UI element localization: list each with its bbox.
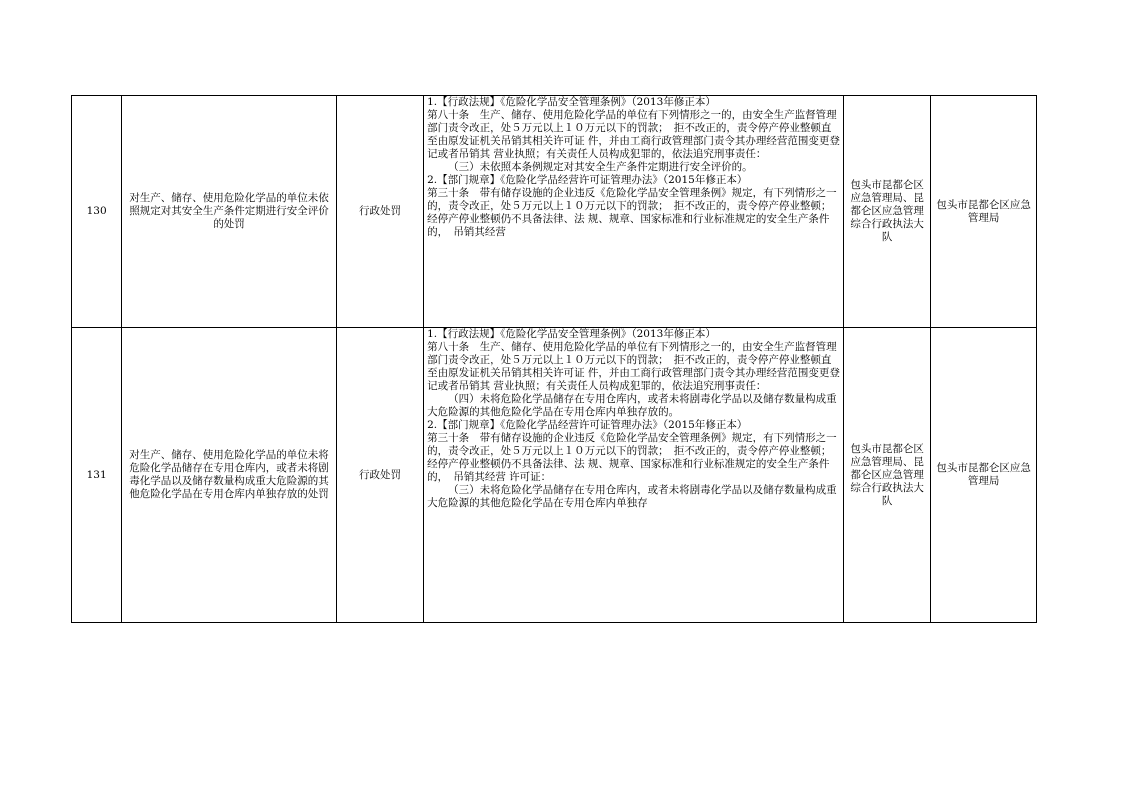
table-row [72, 96, 1037, 328]
enforcement-body: 包头市昆都仑区应急管理局、昆都仑区应急管理综合行政执法大队 [843, 96, 930, 328]
basis-line: 2.【部门规章】《危险化学品经营许可证管理办法》（2015年修正本） [427, 419, 748, 431]
legal-basis-cell [424, 328, 844, 623]
item-name: 对生产、储存、使用危险化学品的单位未依照规定对其安全生产条件定期进行安全评价的处罚 [129, 192, 329, 230]
row-number: 130 [72, 96, 122, 328]
enforcement-body: 包头市昆都仑区应急管理局、昆都仑区应急管理综合行政执法大队 [843, 328, 930, 623]
responsible-department: 包头市昆都仑区应急管理局 [931, 96, 1037, 328]
basis-line: 第三十条 带有储存设施的企业违反《危险化学品安全管理条例》规定，有下列情形之一的，责令改正，处５万元以上１０万元以下的罚款； 拒不改正的，责令停产停业整顿；经停产停业整顿仍不具备法律、法 规、规章、国家标准和行业标准规定的安全生产条件的， 吊销其经营 许可证： [427, 432, 837, 483]
legal-basis [427, 96, 840, 327]
basis-line: 第八十条 生产、储存、使用危险化学品的单位有下列情形之一的，由安全生产监督管理部门责令改正，处５万元以上１０万元以下的罚款； 拒不改正的，责令停产停业整顿直至由原发证机关吊销其相关许可证 件，并由工商行政管理部门责令其办理经营范围变更登记或者吊销其 营业执照；有关责任人员构成犯罪的，依法追究刑事责任： [427, 109, 840, 160]
basis-line: 2.【部门规章】《危险化学品经营许可证管理办法》（2015年修正本） [427, 174, 748, 186]
responsible-department: 包头市昆都仑区应急管理局 [931, 328, 1037, 623]
basis-line: 第八十条 生产、储存、使用危险化学品的单位有下列情形之一的，由安全生产监督管理部门责令改正，处５万元以上１０万元以下的罚款； 拒不改正的，责令停产停业整顿直至由原发证机关吊销其相关许可证 件，并由工商行政管理部门责令其办理经营范围变更登记或者吊销其 营业执照；有关责任人员构成犯罪的，依法追究刑事责任： [427, 341, 840, 392]
legal-basis [427, 328, 840, 622]
basis-line: （三）未将危险化学品储存在专用仓库内，或者未将剧毒化学品以及储存数量构成重大危险源的其他危险化学品在专用仓库内单独存 [427, 484, 837, 509]
basis-line: （三）未依照本条例规定对其安全生产条件定期进行安全评价的。 [448, 161, 753, 173]
legal-basis-cell [424, 96, 844, 328]
basis-line: 1.【行政法规】《危险化学品安全管理条例》（2013年修正本） [427, 328, 716, 340]
penalty-type: 行政处罚 [336, 96, 423, 328]
table-row [72, 328, 1037, 623]
basis-line: （四）未将危险化学品储存在专用仓库内，或者未将剧毒化学品以及储存数量构成重大危险源的其他危险化学品在专用仓库内单独存放的。 [427, 393, 837, 418]
item-name-cell [122, 96, 337, 328]
penalty-type: 行政处罚 [336, 328, 423, 623]
basis-line: 第三十条 带有储存设施的企业违反《危险化学品安全管理条例》规定，有下列情形之一的，责令改正，处５万元以上１０万元以下的罚款； 拒不改正的，责令停产停业整顿；经停产停业整顿仍不具备法律、法 规、规章、国家标准和行业标准规定的安全生产条件的， 吊销其经营 [427, 187, 837, 238]
row-number: 131 [72, 328, 122, 623]
item-name-cell [122, 328, 337, 623]
item-name: 对生产、储存、使用危险化学品的单位未将危险化学品储存在专用仓库内，或者未将剧毒化学品以及储存数量构成重大危险源的其他危险化学品在专用仓库内单独存放的处罚 [129, 449, 329, 500]
penalty-table [71, 95, 1037, 623]
basis-line: 1.【行政法规】《危险化学品安全管理条例》（2013年修正本） [427, 96, 716, 108]
